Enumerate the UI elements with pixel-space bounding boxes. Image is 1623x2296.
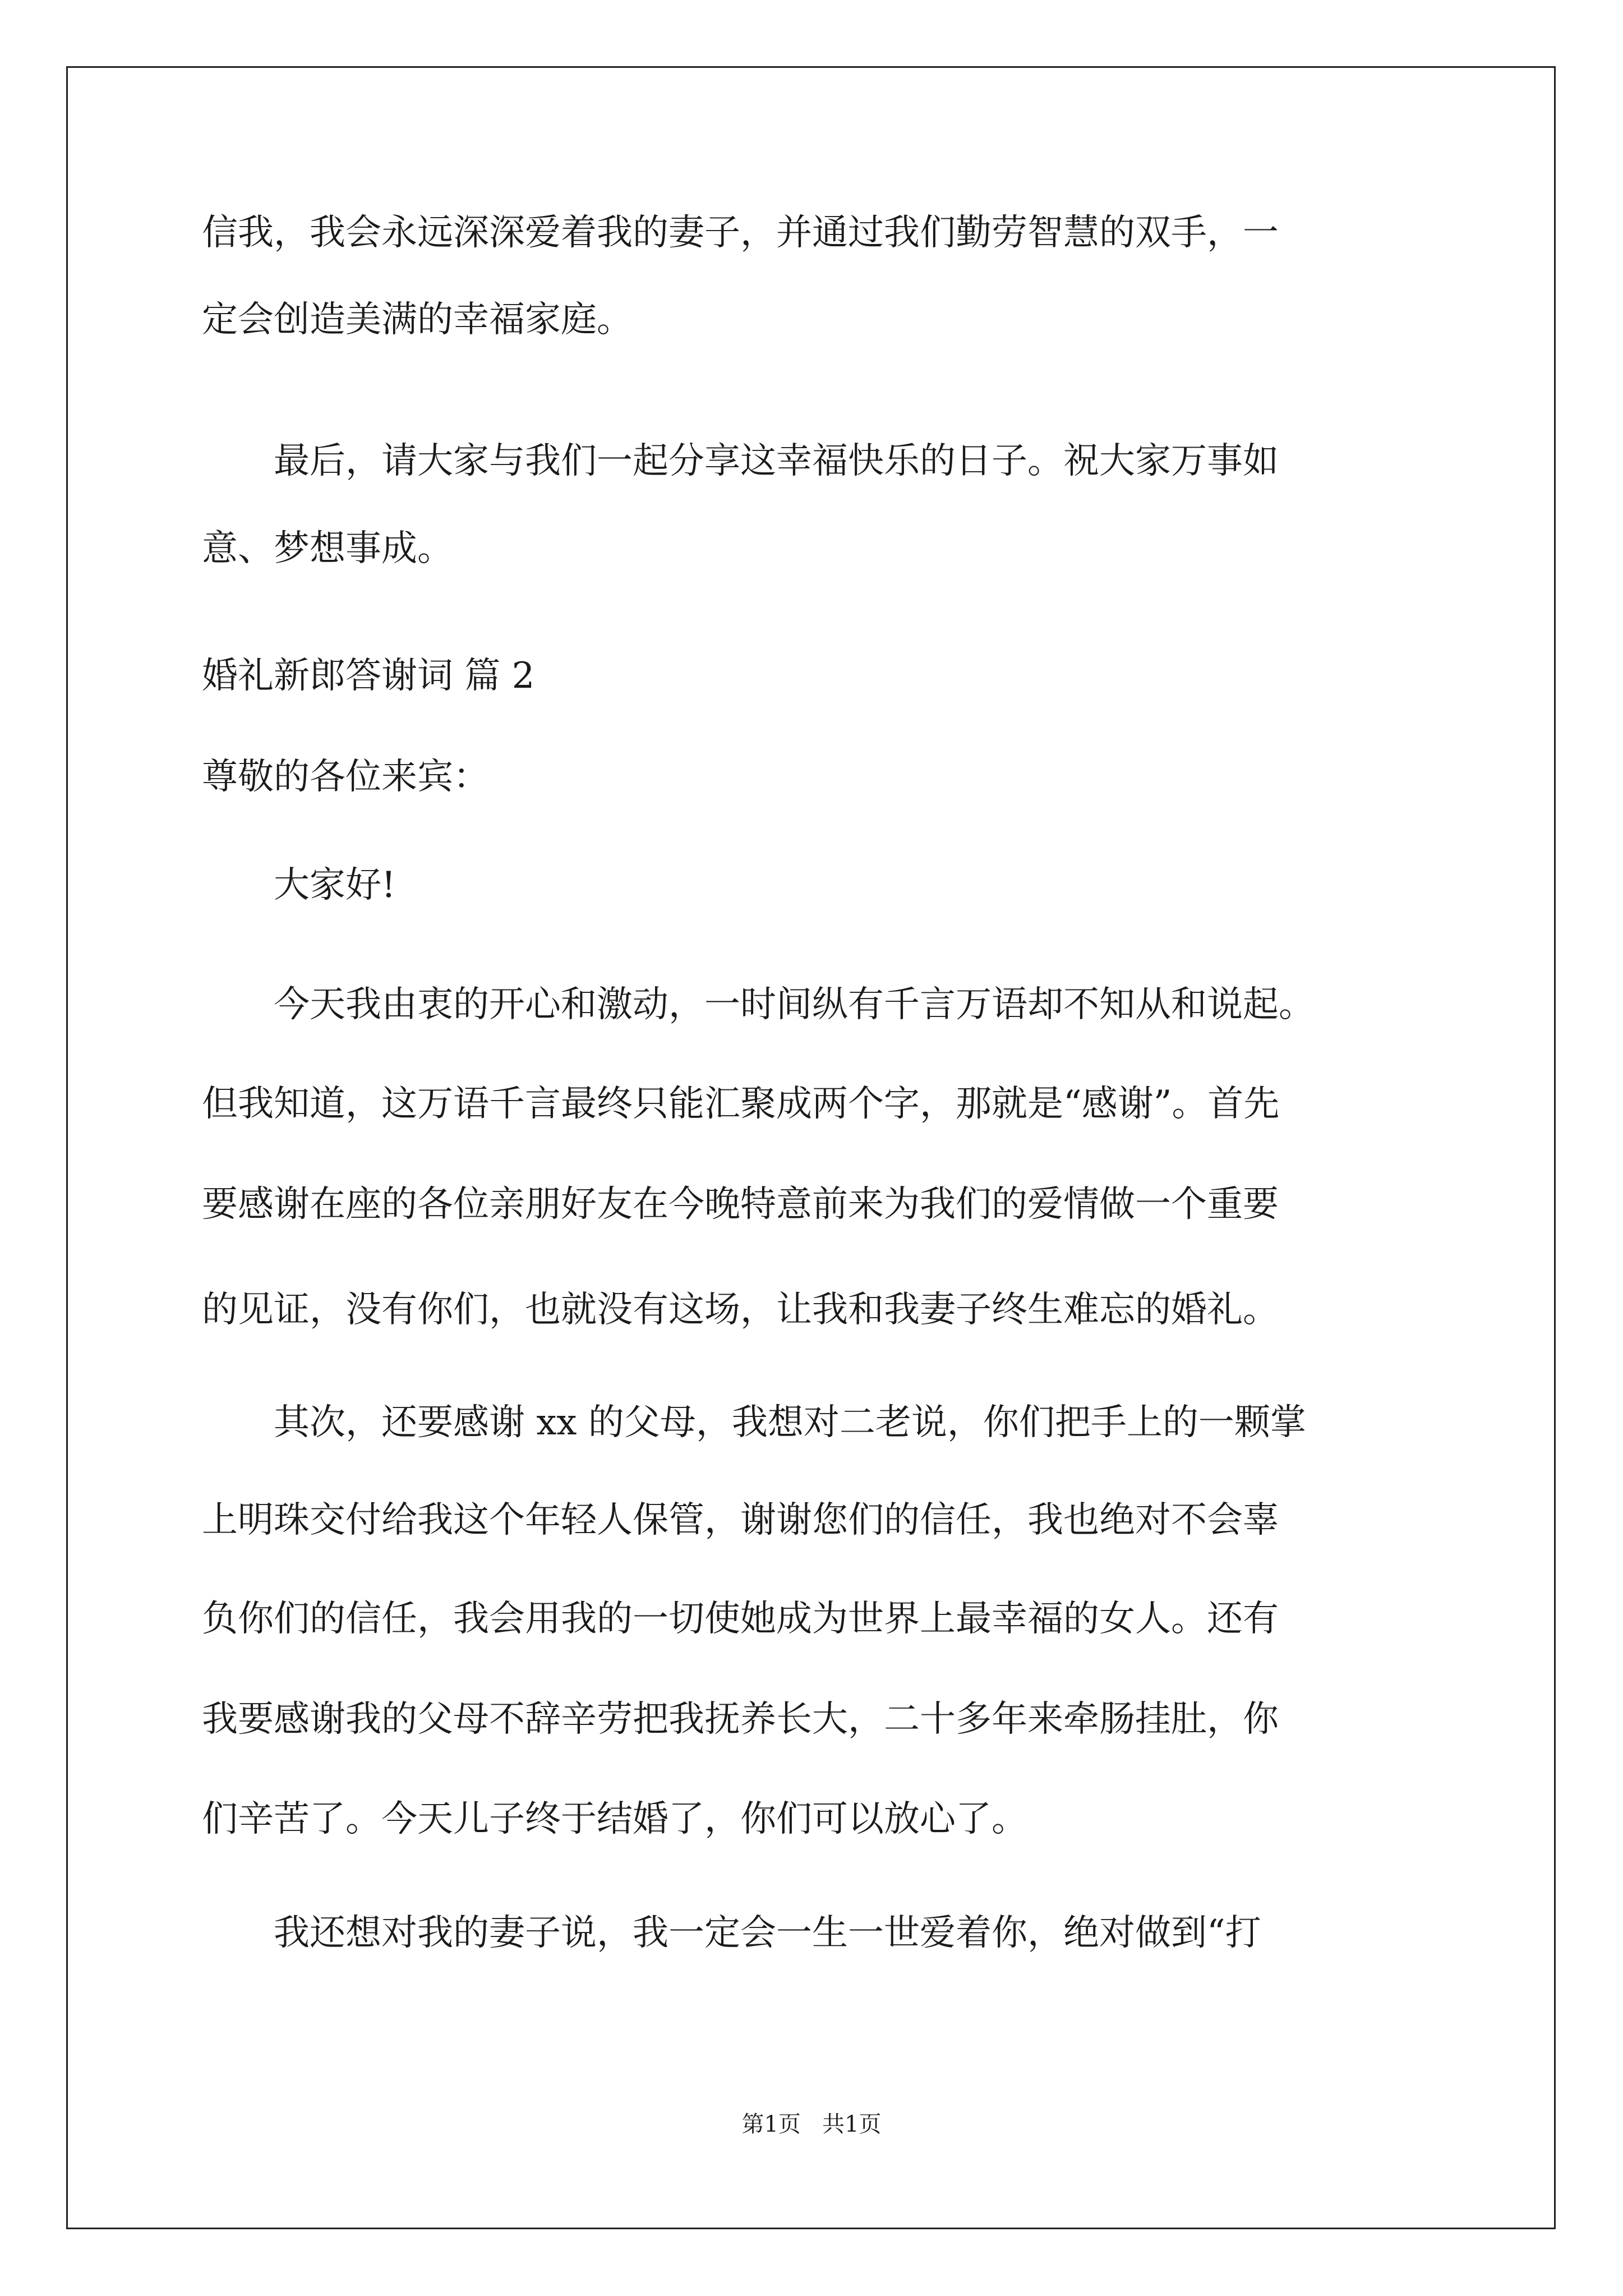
body-line: 要感谢在座的各位亲朋好友在今晚特意前来为我们的爱情做一个重要 bbox=[202, 1184, 1279, 1225]
body-line: 们辛苦了。今天儿子终于结婚了，你们可以放心了。 bbox=[202, 1798, 1027, 1840]
body-line: 的见证，没有你们，也就没有这场，让我和我妻子终生难忘的婚礼。 bbox=[202, 1289, 1279, 1331]
body-line: 今天我由衷的开心和激动，一时间纵有千言万语却不知从和说起。 bbox=[202, 984, 1315, 1025]
page-border bbox=[66, 66, 1556, 2229]
page-footer: 第1页 共1页 bbox=[741, 2111, 882, 2137]
body-line: 信我，我会永远深深爱着我的妻子，并通过我们勤劳智慧的双手，一 bbox=[202, 212, 1279, 254]
body-line: 但我知道，这万语千言最终只能汇聚成两个字，那就是“感谢”。首先 bbox=[202, 1083, 1280, 1125]
body-line: 负你们的信任，我会用我的一切使她成为世界上最幸福的女人。还有 bbox=[202, 1598, 1279, 1640]
body-line: 意、梦想事成。 bbox=[202, 528, 453, 569]
body-line: 上明珠交付给我这个年轻人保管，谢谢您们的信任，我也绝对不会辜 bbox=[202, 1499, 1279, 1541]
salutation: 尊敬的各位来宾： bbox=[202, 756, 489, 798]
body-line: 我还想对我的妻子说，我一定会一生一世爱着你，绝对做到“打 bbox=[202, 1912, 1261, 1954]
body-line: 定会创造美满的幸福家庭。 bbox=[202, 299, 633, 341]
body-line: 大家好! bbox=[202, 864, 396, 906]
body-line: 最后，请大家与我们一起分享这幸福快乐的日子。祝大家万事如 bbox=[202, 440, 1279, 482]
section-heading: 婚礼新郎答谢词 篇 2 bbox=[202, 655, 535, 697]
body-line: 我要感谢我的父母不辞辛劳把我抚养长大，二十多年来牵肠挂肚，你 bbox=[202, 1699, 1279, 1740]
body-line: 其次，还要感谢 xx 的父母，我想对二老说，你们把手上的一颗掌 bbox=[202, 1402, 1306, 1443]
